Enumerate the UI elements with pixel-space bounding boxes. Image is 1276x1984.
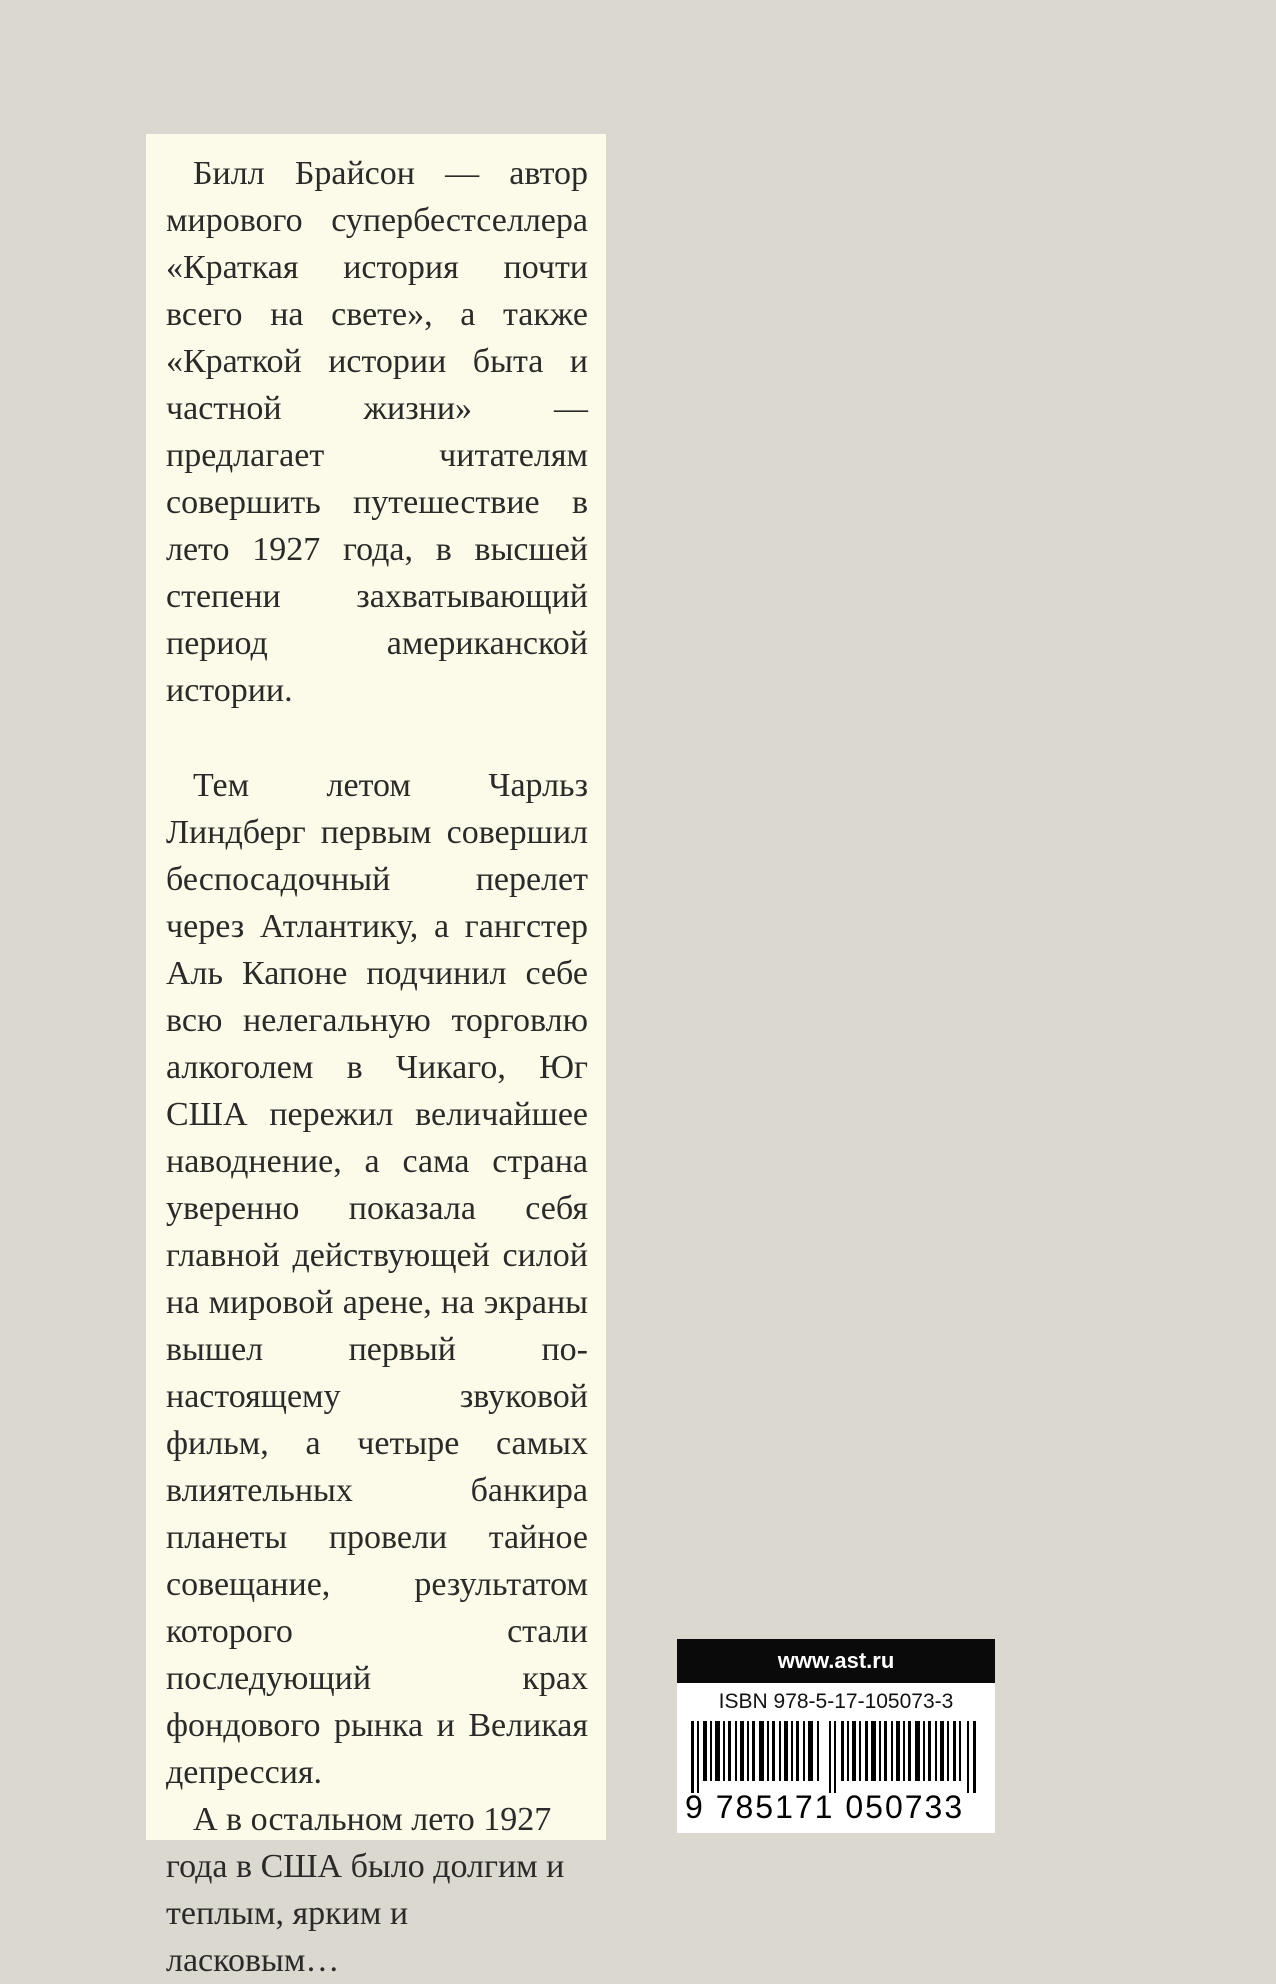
- barcode-digits: 9 785171 050733: [685, 1789, 965, 1825]
- barcode-bars-icon: [691, 1721, 981, 1793]
- barcode-block: [677, 1639, 995, 1833]
- isbn-label: ISBN 978-5-17-105073-3: [718, 1690, 954, 1713]
- blurb-paragraph-1: Билл Брайсон — автор мирового супербестселлера «Краткая история почти всего на свете», а также «Краткой истории быта и частной жизни» — предлагает читателям совершить путешествие в лето 1927 года, в высшей степени захватывающий период американской истории.: [166, 155, 588, 709]
- blurb-paragraph-2: Тем летом Чарльз Линдберг первым совершил беспосадочный перелет через Атлантику, а гангстер Аль Капоне подчинил себе всю нелегальную торговлю алкоголем в Чикаго, Юг США пережил величайшее наводнение, а сама страна уверенно показала себя главной действующей силой на мировой арене, на экраны вышел первый по-настоящему звуковой фильм, а четыре самых влиятельных банкира планеты провели тайное совещание, результатом которого стали последующий крах фондового рынка и Великая депрессия.: [166, 767, 588, 1791]
- blurb-panel: [146, 134, 606, 1979]
- publisher-url: www.ast.ru: [677, 1639, 995, 1683]
- blurb-paragraph-3: А в остальном лето 1927 года в США было долгим и теплым, ярким и ласковым…: [166, 1801, 565, 1979]
